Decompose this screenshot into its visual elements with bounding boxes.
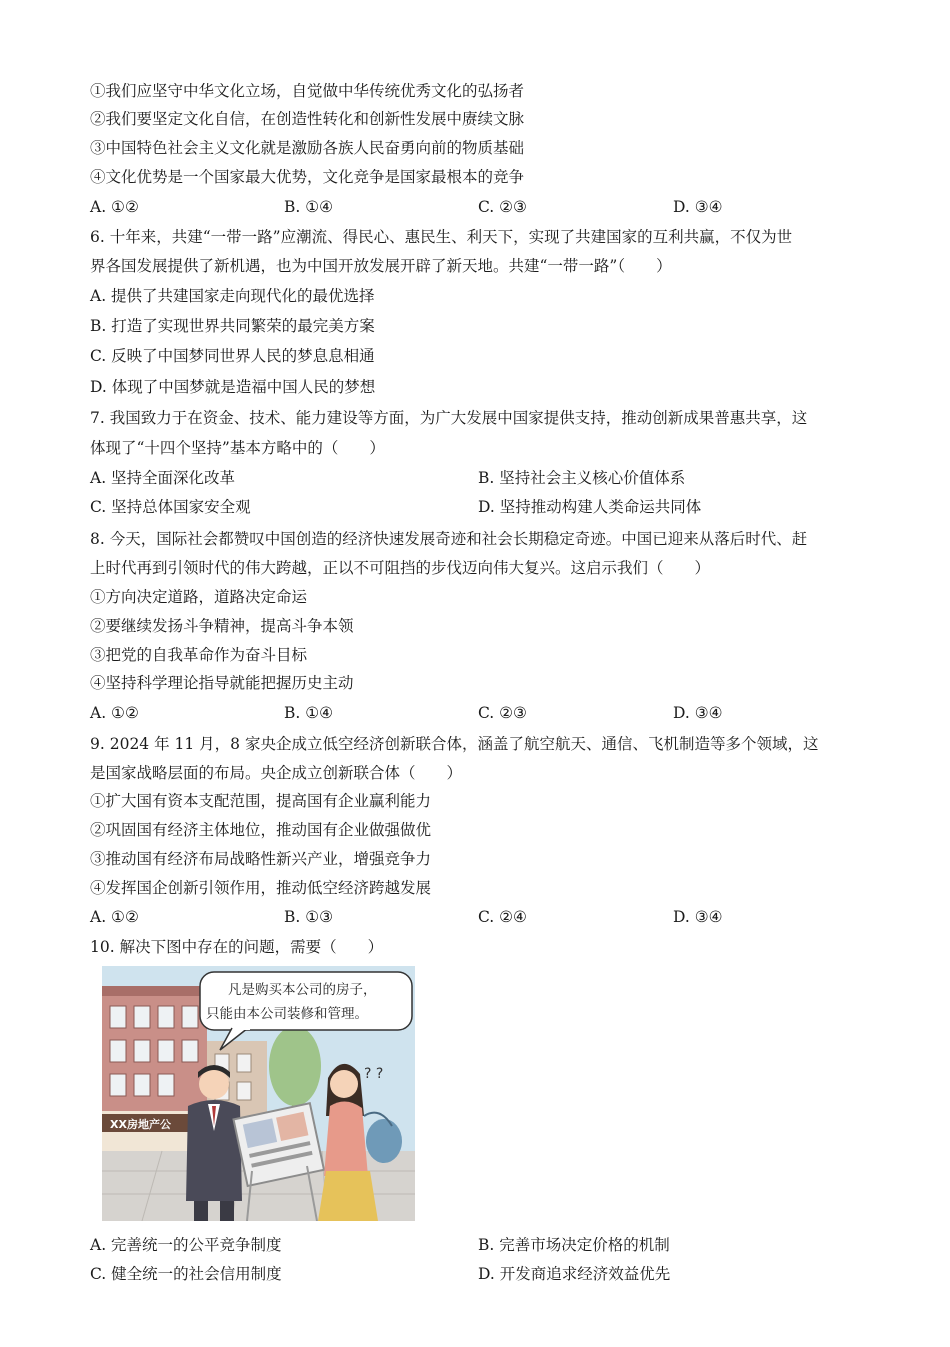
q6-stem-line-1: 6. 十年来，共建“一带一路”应潮流、得民心、惠民生、利天下，实现了共建国家的互利共赢，不仅为世 — [90, 228, 793, 246]
q8-option-b: B. ①④ — [284, 704, 334, 722]
speech-line-2: 只能由本公司装修和管理。 — [206, 1006, 368, 1022]
q6-stem-line-2: 界各国发展提供了新机遇，也为中国开放发展开辟了新天地。共建“一带一路”（ ） — [90, 257, 672, 275]
q8-item-3: ③把党的自我革命作为奋斗目标 — [90, 646, 308, 664]
q9-option-b: B. ①③ — [284, 908, 334, 926]
q9-option-c: C. ②④ — [478, 908, 527, 926]
q9-option-d: D. ③④ — [673, 908, 723, 926]
q8-option-c: C. ②③ — [478, 704, 527, 722]
q8-item-2: ②要继续发扬斗争精神，提高斗争本领 — [90, 617, 354, 635]
q10-option-a: A. 完善统一的公平竞争制度 — [90, 1236, 282, 1254]
q10-option-d: D. 开发商追求经济效益优先 — [478, 1265, 671, 1283]
q8-item-1: ①方向决定道路，道路决定命运 — [90, 588, 308, 606]
q6-option-c: C. 反映了中国梦同世界人民的梦息息相通 — [90, 347, 375, 365]
q8-stem-line-2: 上时代再到引领时代的伟大跨越，正以不可阻挡的步伐迈向伟大复兴。这启示我们（ ） — [90, 559, 711, 577]
cartoon-image — [102, 966, 415, 1221]
q5-item-1: ①我们应坚守中华文化立场，自觉做中华传统优秀文化的弘扬者 — [90, 82, 525, 100]
q9-item-4: ④发挥国企创新引领作用，推动低空经济跨越发展 — [90, 879, 432, 897]
company-sign-text: XX房地产公 — [110, 1118, 171, 1131]
q7-stem-line-2: 体现了“十四个坚持”基本方略中的（ ） — [90, 439, 385, 457]
q10-option-b: B. 完善市场决定价格的机制 — [478, 1236, 670, 1254]
q8-option-a: A. ①② — [90, 704, 139, 722]
q7-option-a: A. 坚持全面深化改革 — [90, 469, 236, 487]
q7-stem-line-1: 7. 我国致力于在资金、技术、能力建设等方面，为广大发展中国家提供支持，推动创新成果普惠共享，这 — [90, 409, 808, 427]
q6-option-b: B. 打造了实现世界共同繁荣的最完美方案 — [90, 317, 375, 335]
q10-stem: 10. 解决下图中存在的问题，需要（ ） — [90, 938, 384, 956]
q9-stem-line-1: 9. 2024 年 11 月，8 家央企成立低空经济创新联合体，涵盖了航空航天、通信、飞机制造等多个领域，这 — [90, 735, 819, 753]
q5-item-3: ③中国特色社会主义文化就是激励各族人民奋勇向前的物质基础 — [90, 139, 525, 157]
q8-option-d: D. ③④ — [673, 704, 723, 722]
q8-item-4: ④坚持科学理论指导就能把握历史主动 — [90, 674, 354, 692]
q9-item-3: ③推动国有经济布局战略性新兴产业，增强竞争力 — [90, 850, 432, 868]
q8-stem-line-1: 8. 今天，国际社会都赞叹中国创造的经济快速发展奇迹和社会长期稳定奇迹。中国已迎来从落后时代、赶 — [90, 530, 808, 548]
q9-option-a: A. ①② — [90, 908, 139, 926]
q7-option-d: D. 坚持推动构建人类命运共同体 — [478, 498, 702, 516]
q5-item-4: ④文化优势是一个国家最大优势，文化竞争是国家最根本的竞争 — [90, 168, 525, 186]
question-marks: ? ? — [364, 1066, 384, 1082]
q5-item-2: ②我们要坚定文化自信，在创造性转化和创新性发展中赓续文脉 — [90, 110, 525, 128]
q6-option-d: D. 体现了中国梦就是造福中国人民的梦想 — [90, 378, 376, 396]
q5-option-b: B. ①④ — [284, 198, 334, 216]
q5-option-d: D. ③④ — [673, 198, 723, 216]
q5-option-c: C. ②③ — [478, 198, 527, 216]
q10-option-c: C. 健全统一的社会信用制度 — [90, 1265, 282, 1283]
q9-stem-line-2: 是国家战略层面的布局。央企成立创新联合体（ ） — [90, 764, 463, 782]
q9-item-1: ①扩大国有资本支配范围，提高国有企业赢利能力 — [90, 792, 432, 810]
q9-item-2: ②巩固国有经济主体地位，推动国有企业做强做优 — [90, 821, 432, 839]
q7-option-b: B. 坚持社会主义核心价值体系 — [478, 469, 686, 487]
q6-option-a: A. 提供了共建国家走向现代化的最优选择 — [90, 287, 375, 305]
q7-option-c: C. 坚持总体国家安全观 — [90, 498, 251, 516]
speech-line-1: 凡是购买本公司的房子， — [228, 982, 377, 998]
q5-option-a: A. ①② — [90, 198, 139, 216]
